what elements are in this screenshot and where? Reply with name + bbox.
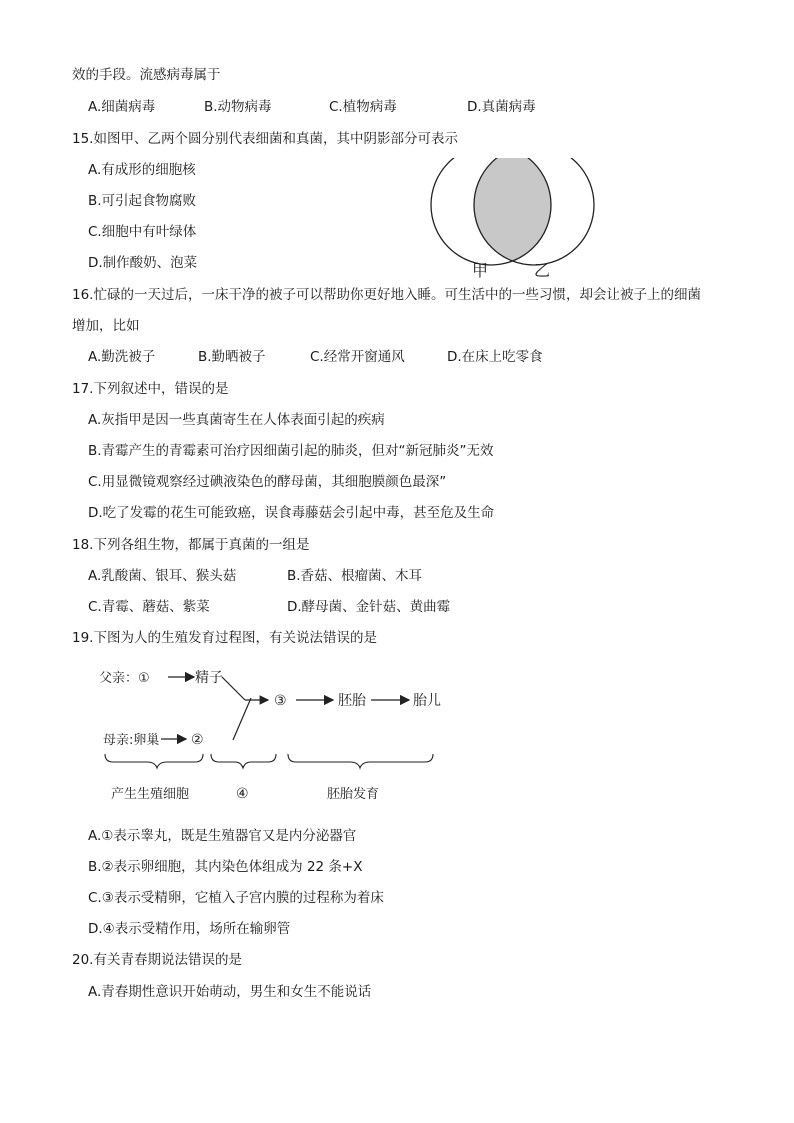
brace-label-gametes: 产生生殖细胞 <box>111 787 190 802</box>
sperm-label: 精子 <box>195 670 223 686</box>
q19-option-b: B.②表示卵细胞，其内染色体组成为 22 条+X <box>88 859 363 875</box>
node2-label: ② <box>191 732 204 748</box>
brace-label-node4: ④ <box>236 786 249 802</box>
sperm-to-node3-line <box>222 677 245 700</box>
q14-option-c: C.植物病毒 <box>329 99 397 115</box>
father-label: 父亲：① <box>99 671 150 686</box>
q19-option-a: A.①表示睾丸，既是生殖器官又是内分泌器官 <box>88 828 357 844</box>
brace-embryo-development <box>288 754 433 768</box>
ovum-to-node3-line <box>233 698 251 740</box>
q15-option-b: B.可引起食物腐败 <box>88 193 197 209</box>
mother-label: 母亲:卵巢 <box>103 733 160 748</box>
brace-label-embryo-development: 胚胎发育 <box>327 787 380 802</box>
q18-option-b: B.香菇、根瘤菌、木耳 <box>287 568 423 584</box>
q16-option-a: A.勤洗被子 <box>88 349 156 365</box>
q18-option-c: C.青霉、蘑菇、紫菜 <box>88 599 210 615</box>
q16-option-b: B.勤晒被子 <box>198 349 266 365</box>
brace-fertilization <box>211 754 276 768</box>
q17-option-d: D.吃了发霉的花生可能致癌，误食毒藤菇会引起中毒，甚至危及生命 <box>88 505 495 521</box>
q15-option-a: A.有成形的细胞核 <box>88 162 196 178</box>
q17-option-a: A.灰指甲是因一些真菌寄生在人体表面引起的疾病 <box>88 412 385 428</box>
fetus-label: 胎儿 <box>413 693 441 709</box>
q16-stem-line1: 16.忙碌的一天过后，一床干净的被子可以帮助你更好地入睡。可生活中的一些习惯，却会让被子上的细菌 <box>72 287 701 303</box>
q18-option-a: A.乳酸菌、银耳、猴头菇 <box>88 568 237 584</box>
q16-option-d: D.在床上吃零食 <box>447 349 543 365</box>
q16-stem-line2: 增加，比如 <box>72 318 140 334</box>
q14-option-a: A.细菌病毒 <box>88 99 156 115</box>
reproduction-flow-diagram <box>95 658 455 808</box>
q15-option-c: C.细胞中有叶绿体 <box>88 224 197 240</box>
venn-diagram <box>425 158 600 280</box>
q14-option-b: B.动物病毒 <box>204 99 272 115</box>
node3-label: ③ <box>274 693 287 709</box>
q18-stem: 18.下列各组生物，都属于真菌的一组是 <box>72 537 310 553</box>
q15-option-d: D.制作酸奶、泡菜 <box>88 255 198 271</box>
q19-option-d: D.④表示受精作用，场所在输卵管 <box>88 921 291 937</box>
q19-option-c: C.③表示受精卵，它植入子宫内膜的过程称为着床 <box>88 890 384 906</box>
brace-gametes <box>105 754 203 768</box>
venn-overlap-shade <box>474 158 594 265</box>
q19-stem: 19.下图为人的生殖发育过程图，有关说法错误的是 <box>72 630 377 646</box>
q14-option-d: D.真菌病毒 <box>467 99 536 115</box>
q16-option-c: C.经常开窗通风 <box>310 349 405 365</box>
q18-option-d: D.酵母菌、金针菇、黄曲霉 <box>287 599 451 615</box>
venn-label-right: 乙 <box>534 261 551 280</box>
q14-stem-tail: 效的手段。流感病毒属于 <box>72 67 221 83</box>
venn-label-left: 甲 <box>472 261 489 280</box>
embryo-label: 胚胎 <box>338 693 366 709</box>
q17-option-b: B.青霉产生的青霉素可治疗因细菌引起的肺炎，但对“新冠肺炎”无效 <box>88 443 494 459</box>
q15-stem: 15.如图甲、乙两个圆分别代表细菌和真菌，其中阴影部分可表示 <box>72 131 458 147</box>
q20-stem: 20.有关青春期说法错误的是 <box>72 952 242 968</box>
q17-option-c: C.用显微镜观察经过碘液染色的酵母菌，其细胞膜颜色最深” <box>88 474 447 490</box>
q17-stem: 17.下列叙述中，错误的是 <box>72 381 229 397</box>
q20-option-a: A.青春期性意识开始萌动，男生和女生不能说话 <box>88 984 372 1000</box>
